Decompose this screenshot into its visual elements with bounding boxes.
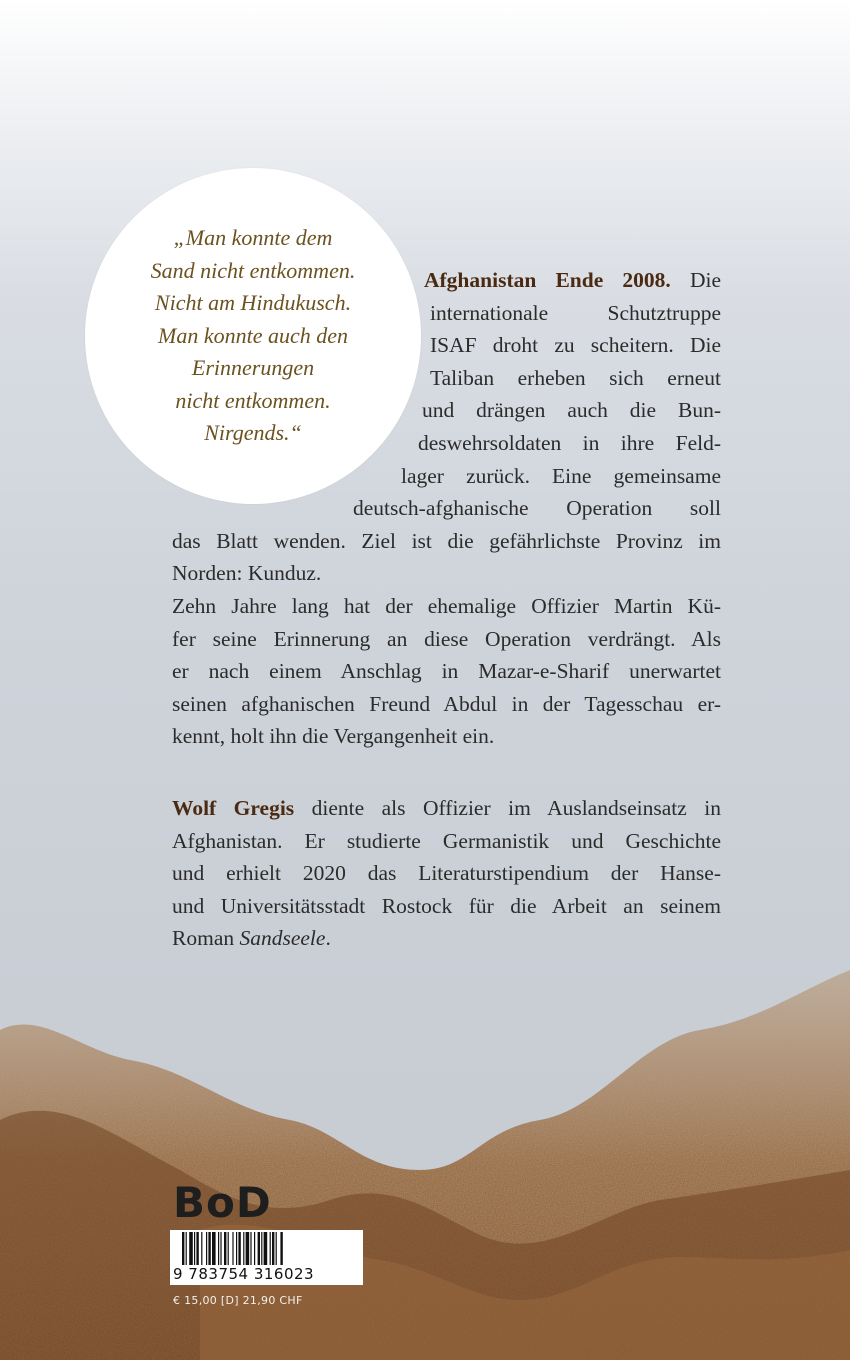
quote-line: Nirgends.“ xyxy=(204,420,302,445)
author-line: Afghanistan. Er studierte Germanistik und Geschichte xyxy=(172,828,721,853)
barcode-bar xyxy=(264,1232,268,1265)
barcode-bar xyxy=(194,1232,195,1265)
barcode-bar xyxy=(218,1232,219,1265)
barcode-bar xyxy=(280,1232,282,1265)
barcode-bar xyxy=(246,1232,250,1265)
barcode-bar xyxy=(212,1232,216,1265)
quote-line: Erinnerungen xyxy=(191,355,315,380)
sand-illustration xyxy=(0,970,850,1360)
barcode-bar xyxy=(232,1232,233,1265)
barcode-bar xyxy=(270,1232,271,1265)
author-bio xyxy=(172,792,721,955)
quote-line: Sand nicht entkommen. xyxy=(150,257,356,283)
barcode-bar xyxy=(236,1232,237,1265)
blurb-line: ISAF droht zu scheitern. Die xyxy=(430,333,721,358)
blurb-line: lager zurück. Eine gemeinsame xyxy=(401,463,721,488)
blurb-line: fer seine Erinnerung an diese Operation verdrängt. Als xyxy=(172,626,721,651)
author-line: Roman Sandseele. xyxy=(172,926,331,951)
barcode-bar xyxy=(220,1232,221,1265)
blurb-line: und drängen auch die Bun- xyxy=(422,398,721,423)
barcode-bar xyxy=(206,1232,207,1265)
barcode-bars xyxy=(170,1230,363,1266)
blurb-line: seinen afghanischen Freund Abdul in der Tagesschau er- xyxy=(172,691,721,716)
blurb-line: das Blatt wenden. Ziel ist die gefährlichste Provinz im xyxy=(172,528,721,553)
author-line: und Universitätsstadt Rostock für die Arbeit an seinem xyxy=(172,893,721,918)
quote-line: „Man konnte dem xyxy=(173,225,333,250)
barcode-bar xyxy=(243,1232,244,1265)
barcode-bar xyxy=(201,1232,202,1265)
blurb-heading: Afghanistan Ende 2008. xyxy=(424,268,671,292)
barcode-bar xyxy=(254,1232,255,1265)
author-name: Wolf Gregis xyxy=(172,796,295,820)
blurb-line: deswehrsoldaten in ihre Feld- xyxy=(418,430,721,455)
barcode-bar xyxy=(196,1232,198,1265)
barcode-bar xyxy=(228,1232,229,1265)
blurb-line: Zehn Jahre lang hat der ehemalige Offizier Martin Kü- xyxy=(172,593,721,618)
barcode-bar xyxy=(272,1232,274,1265)
quote-line: nicht entkommen. xyxy=(175,387,331,413)
price-label: € 15,00 [D] 21,90 CHF xyxy=(173,1294,303,1307)
quote-line: Nicht am Hindukusch. xyxy=(154,290,352,315)
isbn-number: 9 783754 316023 xyxy=(173,1265,361,1283)
barcode-bar xyxy=(189,1232,193,1265)
blurb-line: Taliban erheben sich erneut xyxy=(430,365,721,390)
barcode-bar xyxy=(186,1232,187,1265)
blurb-line: deutsch-afghanische Operation soll xyxy=(353,496,721,521)
barcode-bar xyxy=(182,1232,184,1265)
author-line: Wolf Gregis diente als Offizier im Auslandseinsatz in xyxy=(172,796,721,820)
publisher-logo: BoD xyxy=(173,1178,272,1227)
barcode-bar xyxy=(208,1232,210,1265)
barcode-bar xyxy=(250,1232,251,1265)
blurb-line: kennt, holt ihn die Vergangenheit ein. xyxy=(172,724,495,749)
barcode-bar xyxy=(258,1232,260,1265)
blurb-line: Afghanistan Ende 2008. Die xyxy=(424,268,721,292)
author-line: und erhielt 2020 das Literaturstipendium der Hanse- xyxy=(172,861,721,886)
blurb-line: er nach einem Anschlag in Mazar-e-Sharif unerwartet xyxy=(172,659,721,684)
quote-line: Man konnte auch den xyxy=(158,322,348,348)
novel-title: Sandseele xyxy=(239,926,326,951)
barcode-bar xyxy=(276,1232,277,1265)
blurb-line: internationale Schutztruppe xyxy=(430,300,721,325)
barcode-bar xyxy=(238,1232,240,1265)
barcode-bar xyxy=(261,1232,262,1265)
blurb-line: Norden: Kunduz. xyxy=(172,561,322,586)
book-blurb xyxy=(172,264,721,753)
barcode-bar xyxy=(224,1232,226,1265)
